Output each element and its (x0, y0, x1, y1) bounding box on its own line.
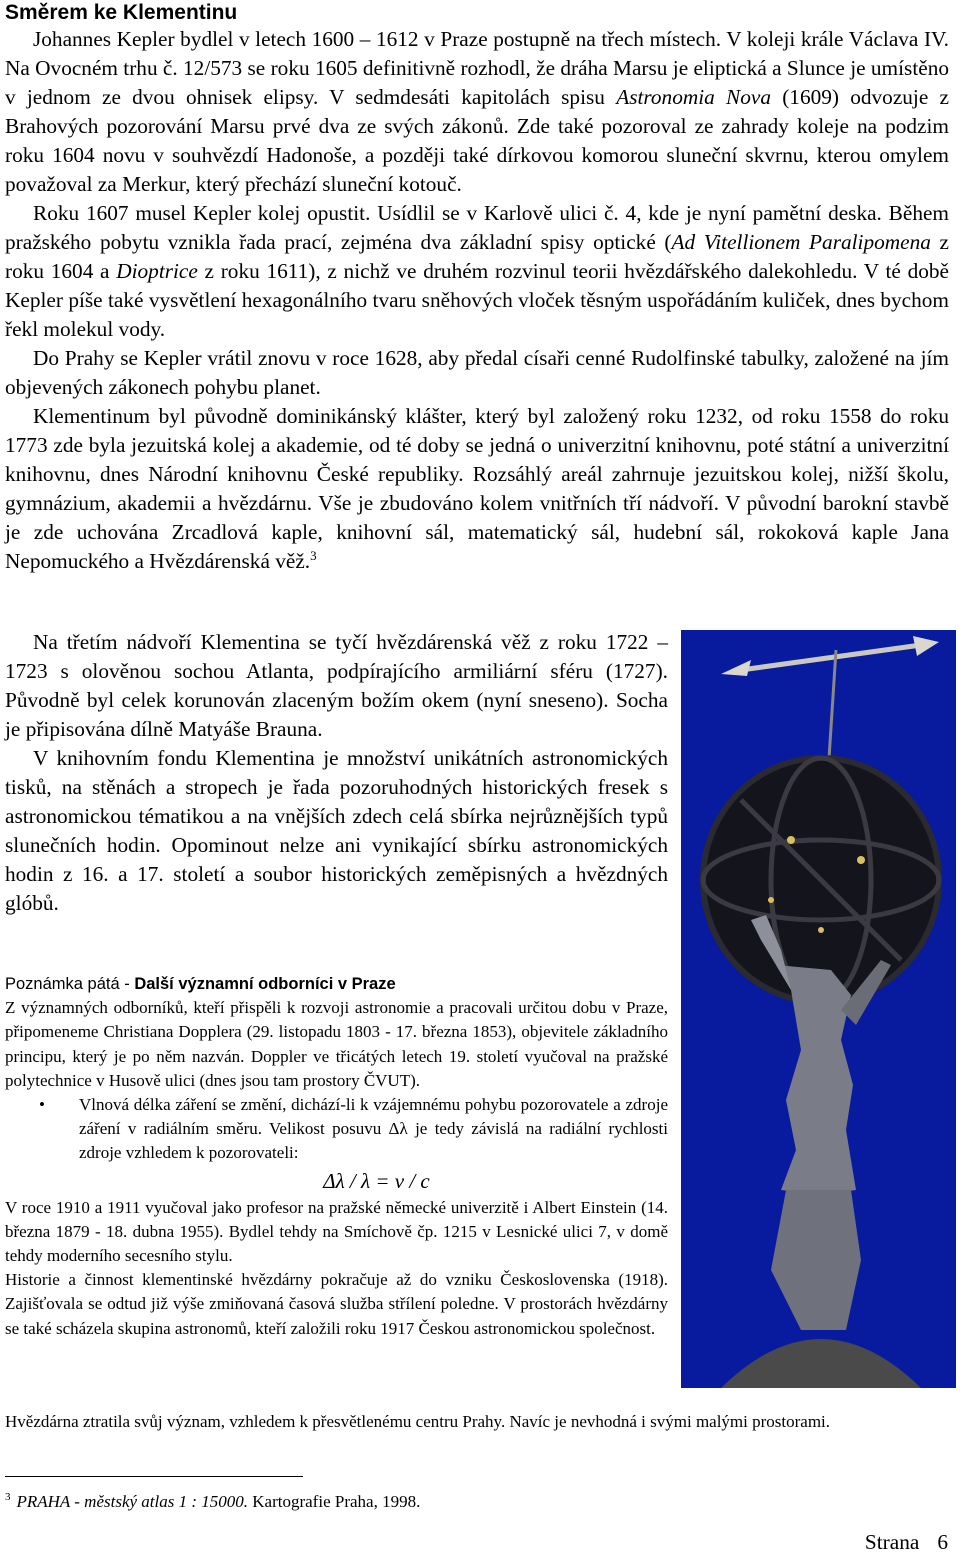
klementinum-text (5, 628, 668, 918)
page-number: Strana 6 (864, 1530, 948, 1554)
footnote-divider (5, 1476, 303, 1477)
section-heading: Směrem ke Klementinu (5, 1, 238, 24)
bullet-dot: • (39, 1095, 45, 1115)
note-paragraph-2: V roce 1910 a 1911 vyučoval jako profesor na pražské německé univerzitě i Albert Einstein (14. března 1879 - 18. dubna 1955). Bydlel tehdy na Smíchově čp. 1215 v Lesnické ulici 7, v domě tehdy moderního secesního stylu. (5, 1197, 668, 1266)
paragraph-2: Roku 1607 musel Kepler kolej opustit. Usídlil se v Karlově ulici č. 4, kde je nyní pamětní deska. Během pražského pobytu vznikla řada prací, zejména dva základní spisy optické (Ad Vitellionem Paralipomena z roku 1604 a Dioptrice z roku 1611), z nichž ve druhém rozvinul teorii hvězdářského dalekohledu. V té době Kepler píše také vysvětlení hexagonálního tvaru sněhových vloček těsným uspořádáním kuliček, dnes bychom řekl molekul vody. (5, 201, 949, 341)
note-box (5, 972, 668, 1341)
paragraph-4: Klementinum byl původně dominikánský klášter, který byl založený roku 1232, od roku 1558 do roku 1773 zde byla jezuitská kolej a akademie, od té doby se jedná o univerzitní knihovnu, poté státní a univerzitní knihovnu, dnes Národní knihovnu České republiky. Rozsáhlý areál zahrnuje jezuitskou kolej, nižší školu, gymnázium, akademii a hvězdárnu. Vše je zbudováno kolem vnitřních tří nádvoří. V původní barokní stavbě je zde uchována Zrcadlová kaple, knihovní sál, matematický sál, hudební sál, rokoková kaple Jana Nepomuckého a Hvězdárenská věž.$^3$ (5, 404, 949, 573)
doppler-formula: Δλ / λ = v / c (323, 1168, 430, 1193)
paragraph-3: Do Prahy se Kepler vrátil znovu v roce 1628, aby předal císaři cenné Rudolfinské tabulky, založené na jím objevených zákonech pohybu planet. (5, 346, 949, 399)
main-text (5, 25, 949, 576)
footnote: $^3$ PRAHA - městský atlas 1 : 15000. Kartografie Praha, 1998. (5, 1491, 421, 1511)
paragraph-6: V knihovním fondu Klementina je množství unikátních astronomických tisků, na stěnách a stropech je řada pozoruhodných historických fresek s astronomickou tématikou a na vnějších zdech celá sbírka nejrůznějších typů slunečních hodin. Opominout nelze ani vynikající sbírku astronomických hodin z 16. a 17. století a soubor historických zeměpisných a hvězdných glóbů. (5, 746, 668, 915)
note-paragraph-4: Hvězdárna ztratila svůj význam, vzhledem k přesvětlenému centru Prahy. Navíc je nevhodná i svými malými prostorami. (5, 1412, 831, 1431)
note-paragraph-3: Historie a činnost klementinské hvězdárny pokračuje až do vzniku Československa (1918). Zajišťovala se odtud již výše zmiňovaná časová služba střílení poledne. V prostorách hvězdárny se také scházela skupina astronomů, kteří založili roku 1917 Českou astronomickou společnost. (5, 1270, 668, 1338)
footnote-ref[interactable]: 3 (310, 547, 317, 563)
atlas-statue-image (681, 630, 956, 1388)
note-heading: Poznámka pátá - Další významní odborníci v Praze (5, 975, 396, 993)
paragraph-1: Johannes Kepler bydlel v letech 1600 – 1612 v Praze postupně na třech místech. V koleji krále Václava IV. Na Ovocném trhu č. 12/573 se roku 1605 definitivně rozhodl, že dráha Marsu je eliptická a Slunce je umístěno v jednom ze dvou ohnisek elipsy. V sedmdesáti kapitolách spisu Astronomia Nova (1609) odvozuje z Brahových pozorování Marsu prvé dva ze svých zákonů. Zde také pozoroval ze zahrady koleje na podzim roku 1604 novu v souhvězdí Hadonoše, a později také dírkovou komorou sluneční skvrnu, kterou omylem považoval za Merkur, který přechází sluneční kotouč. (5, 27, 949, 196)
note-paragraph-1: Z významných odborníků, kteří přispěli k rozvoji astronomie a pracovali určitou dobu v Praze, připomeneme Christiana Dopplera (29. listopadu 1803 - 17. března 1853), objevitele základního principu, který je po něm nazván. Doppler ve třicátých letech 19. století vyučoval na pražské polytechnice v Husově ulici (dnes jsou tam prostory ČVUT). (5, 998, 668, 1090)
atlas-statue-photo (681, 630, 956, 1388)
paragraph-5: Na třetím nádvoří Klementina se tyčí hvězdárenská věž z roku 1722 – 1723 s olověnou sochou Atlanta, podpírajícího armiliární sféru (1727). Původně byl celek korunován zlaceným božím okem (nyní sneseno). Socha je připisována dílně Matyáše Brauna. (5, 630, 668, 741)
bullet-item: • Vlnová délka záření se změní, dichází-li k vzájemnému pohybu pozorovatele a zdroje záření v radiálním směru. Velikost posuvu Δλ je tedy závislá na radiální rychlosti zdroje vzhledem k pozorovateli: (39, 1095, 668, 1163)
